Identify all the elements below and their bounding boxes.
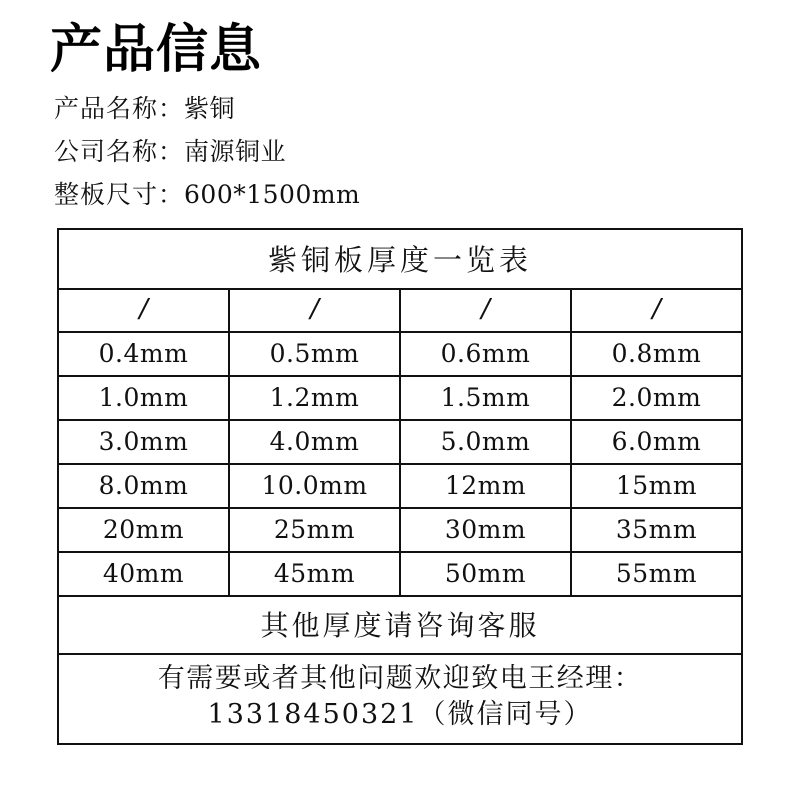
info-value-sheet-size: 600*1500mm	[184, 180, 361, 210]
thickness-cell: 5.0mm	[400, 420, 571, 464]
thickness-cell: 1.0mm	[58, 376, 229, 420]
table-row	[58, 552, 742, 596]
contact-cell	[58, 654, 742, 743]
table-row	[58, 420, 742, 464]
info-value-company-name: 南源铜业	[184, 137, 287, 167]
info-label-company-name: 公司名称：	[54, 137, 185, 167]
page-title: 产品信息	[50, 20, 263, 80]
info-row-sheet-size	[54, 173, 772, 216]
thickness-cell: 0.8mm	[571, 332, 742, 376]
info-value-product-name: 紫铜	[184, 94, 236, 124]
table-note-row	[58, 596, 742, 654]
thickness-cell: 2.0mm	[571, 376, 742, 420]
table-caption: 紫铜板厚度一览表	[58, 229, 742, 289]
thickness-cell: 6.0mm	[571, 420, 742, 464]
table-contact-row	[58, 654, 742, 743]
table-slash-row	[58, 289, 742, 332]
info-row-company-name	[54, 130, 772, 173]
thickness-cell: 0.4mm	[58, 332, 229, 376]
thickness-cell: 12mm	[400, 464, 571, 508]
thickness-cell: 20mm	[58, 508, 229, 552]
thickness-cell: 0.5mm	[229, 332, 400, 376]
contact-line-1: 有需要或者其他问题欢迎致电王经理：	[157, 663, 643, 695]
thickness-cell: 8.0mm	[58, 464, 229, 508]
table-caption-row	[58, 229, 742, 289]
table-row	[58, 332, 742, 376]
info-label-sheet-size: 整板尺寸：	[54, 180, 185, 210]
thickness-cell: 15mm	[571, 464, 742, 508]
thickness-cell: 35mm	[571, 508, 742, 552]
thickness-cell: 50mm	[400, 552, 571, 596]
slash-cell: /	[229, 289, 400, 332]
thickness-cell: 4.0mm	[229, 420, 400, 464]
thickness-cell: 10.0mm	[229, 464, 400, 508]
table-row	[58, 464, 742, 508]
table-row	[58, 508, 742, 552]
thickness-cell: 45mm	[229, 552, 400, 596]
thickness-table	[57, 228, 743, 744]
thickness-cell: 40mm	[58, 552, 229, 596]
thickness-cell: 25mm	[229, 508, 400, 552]
contact-line-2: 13318450321（微信同号）	[207, 698, 593, 730]
thickness-cell: 55mm	[571, 552, 742, 596]
thickness-cell: 1.2mm	[229, 376, 400, 420]
info-label-product-name: 产品名称：	[54, 94, 185, 124]
slash-cell: /	[58, 289, 229, 332]
thickness-cell: 1.5mm	[400, 376, 571, 420]
table-note: 其他厚度请咨询客服	[58, 596, 742, 654]
slash-cell: /	[400, 289, 571, 332]
thickness-cell: 30mm	[400, 508, 571, 552]
thickness-cell: 0.6mm	[400, 332, 571, 376]
thickness-cell: 3.0mm	[58, 420, 229, 464]
info-row-product-name	[54, 87, 772, 130]
slash-cell: /	[571, 289, 742, 332]
table-row	[58, 376, 742, 420]
product-info-list	[54, 87, 772, 216]
